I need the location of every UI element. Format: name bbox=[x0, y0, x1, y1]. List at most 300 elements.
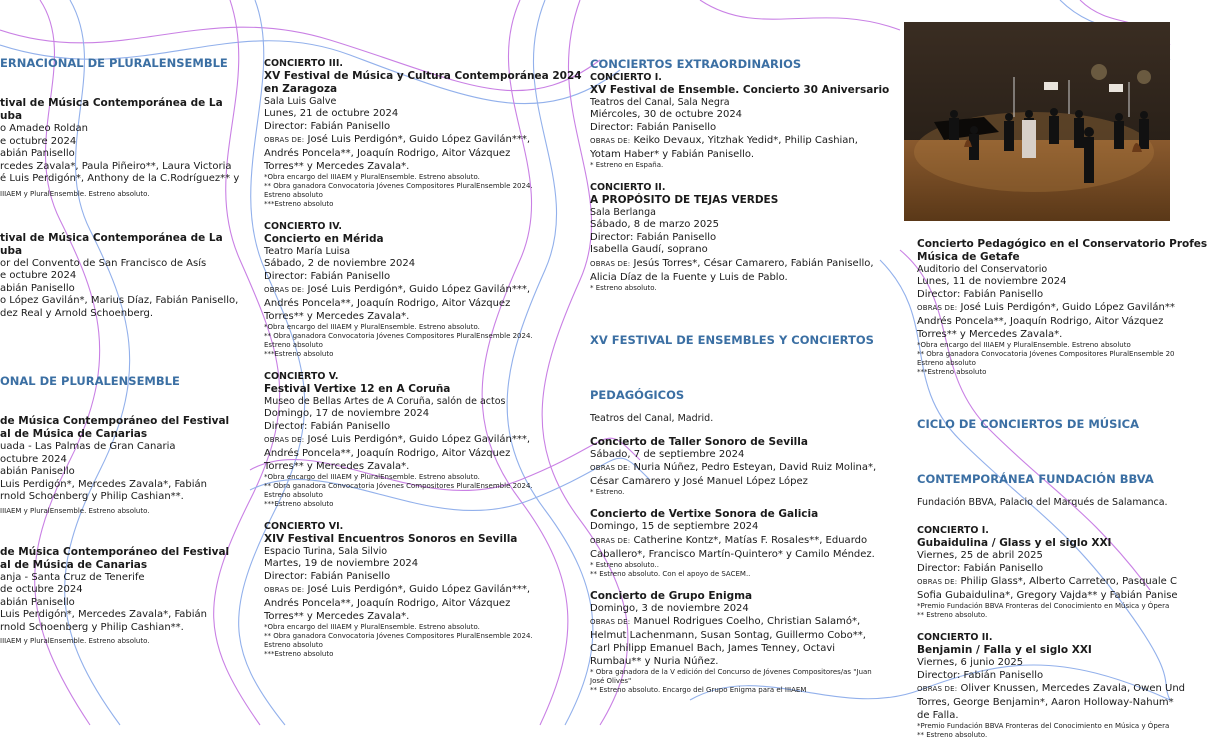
concert-detail-text: e octubre 2024 bbox=[0, 270, 77, 281]
footnote-text: ***Estreno absoluto bbox=[917, 368, 987, 376]
footnote bbox=[264, 200, 554, 209]
concert-detail-text: Domingo, 17 de noviembre 2024 bbox=[264, 408, 430, 419]
concert-venue bbox=[590, 413, 890, 425]
works-line bbox=[264, 597, 554, 610]
works-line bbox=[264, 610, 554, 623]
footnote bbox=[264, 350, 554, 359]
concert-title bbox=[590, 84, 890, 97]
concert-detail bbox=[0, 148, 250, 161]
concert-number-text: CONCIERTO IV. bbox=[264, 221, 343, 232]
works-line-text: Torres** y Mercedes Zavala*. bbox=[264, 161, 410, 172]
concert-title-text: XV Festival de Música y Cultura Contemporánea 2024 bbox=[264, 70, 582, 82]
works-line-text: Oliver Knussen, Mercedes Zavala, Owen Und bbox=[957, 683, 1186, 694]
works-line bbox=[590, 257, 890, 271]
concert-venue-text: Sala Berlanga bbox=[590, 207, 656, 218]
concert-detail-text: o Amadeo Roldan bbox=[0, 123, 89, 134]
section-title-text: XV FESTIVAL DE ENSEMBLES Y CONCIERTOS bbox=[590, 332, 874, 347]
footnote bbox=[590, 161, 890, 170]
concert-title bbox=[590, 590, 890, 603]
works-line-text: Torres, George Benjamin*, Aaron Holloway-Nahum* bbox=[917, 697, 1174, 708]
concert-detail-text: Luis Perdigón*, Mercedes Zavala*, Fabián bbox=[0, 478, 208, 490]
concert-detail bbox=[0, 466, 250, 479]
concert-title-text: de Música Contemporáneo del Festival bbox=[0, 415, 230, 427]
concert-venue-text: Auditorio del Conservatorio bbox=[917, 264, 1048, 275]
footnote bbox=[917, 731, 1170, 740]
section-title bbox=[590, 388, 890, 403]
works-label: OBRAS DE: bbox=[264, 286, 305, 294]
works-line bbox=[917, 328, 1170, 341]
concert-title-text: al de Música de Canarias bbox=[0, 428, 148, 440]
works-line-text: Torres** y Mercedes Zavala*. bbox=[917, 329, 1063, 340]
concert-title-text: XV Festival de Ensemble. Concierto 30 Aniversario bbox=[590, 84, 890, 96]
works-line bbox=[264, 310, 554, 323]
concert-ensemble-photo-icon bbox=[904, 22, 1170, 221]
works-label: OBRAS DE: bbox=[264, 136, 305, 144]
concert-detail bbox=[0, 161, 250, 174]
works-line bbox=[264, 283, 554, 297]
concert-detail-text: Director: Fabián Panisello bbox=[590, 231, 717, 243]
footnote-text: Estreno absoluto bbox=[264, 641, 323, 649]
footnote-text: ***Estreno absoluto bbox=[264, 500, 334, 508]
concert-title-text: Música de Getafe bbox=[917, 251, 1020, 263]
concert-detail bbox=[264, 121, 554, 134]
concert-title bbox=[0, 97, 250, 110]
concert-number-text: CONCIERTO II. bbox=[917, 632, 993, 643]
works-line bbox=[590, 642, 890, 655]
works-line-text: José Luis Perdigón*, Guido López Gavilán***, bbox=[304, 134, 531, 145]
works-label: OBRAS DE: bbox=[917, 685, 958, 693]
concert-detail-text: Luis Perdigón*, Mercedes Zavala*, Fabián bbox=[0, 609, 208, 620]
works-line-text: Jesús Torres*, César Camarero, Fabián Panisello, bbox=[630, 257, 874, 269]
concert-venue-text: Sala Luis Galve bbox=[264, 96, 337, 107]
footnote-text: ** Obra ganadora Convocatoria Jóvenes Compositores PluralEnsemble 2024. bbox=[264, 182, 533, 190]
works-line-text: de Falla. bbox=[917, 710, 959, 721]
footnote-text: * Obra ganadora de la V edición del Concurso de Jóvenes Compositores/as "Juan bbox=[590, 668, 872, 676]
concert-detail-text: dez Real y Arnold Schoenberg. bbox=[0, 307, 154, 319]
concert-detail-text: Director: Fabián Panisello bbox=[917, 288, 1044, 300]
concert-number-text: CONCIERTO V. bbox=[264, 371, 339, 382]
concert-detail-text: Director: Fabián Panisello bbox=[264, 120, 391, 132]
concert-detail bbox=[0, 283, 250, 296]
works-line-text: Catherine Kontz*, Matías F. Rosales**, Eduardo bbox=[630, 534, 868, 546]
footnote-text: ***Estreno absoluto bbox=[264, 200, 334, 208]
works-line bbox=[590, 134, 890, 148]
concert-venue-text: Teatros del Canal, Sala Negra bbox=[590, 97, 730, 108]
concert-detail bbox=[0, 295, 250, 308]
footnote bbox=[264, 623, 554, 632]
footnote bbox=[917, 611, 1170, 620]
footnote-text: IIIAEM y PluralEnsemble. Estreno absoluto. bbox=[0, 637, 150, 645]
footnote bbox=[264, 473, 554, 482]
concert-detail bbox=[0, 609, 250, 622]
works-line bbox=[264, 460, 554, 473]
concert-number bbox=[590, 72, 890, 84]
concert-title bbox=[917, 537, 1170, 550]
footnote-text: *Obra encargo del IIIAEM y PluralEnsemble. Estreno absoluto. bbox=[264, 173, 480, 181]
concert-detail-text: abián Panisello bbox=[0, 466, 75, 477]
works-line-text: Torres** y Mercedes Zavala*. bbox=[264, 311, 410, 322]
works-line bbox=[917, 709, 1170, 722]
works-line-text: José Luis Perdigón*, Guido López Gavilán** bbox=[957, 302, 1175, 313]
concert-title-text: XIV Festival Encuentros Sonoros en Sevilla bbox=[264, 533, 518, 545]
concert-number bbox=[917, 525, 1170, 537]
concert-number bbox=[917, 632, 1170, 644]
concert-detail-text: Viernes, 6 junio 2025 bbox=[917, 657, 1024, 668]
footnote-text: ** Estreno absoluto. bbox=[917, 611, 988, 619]
works-line bbox=[590, 615, 890, 629]
concert-venue-text: Teatro María Luisa bbox=[264, 246, 351, 257]
concert-detail bbox=[0, 491, 250, 504]
footnote bbox=[590, 561, 890, 570]
footnote bbox=[0, 507, 250, 516]
concert-title-text: tival de Música Contemporánea de La bbox=[0, 231, 223, 244]
concert-title bbox=[0, 546, 250, 559]
footnote bbox=[590, 488, 890, 497]
concert-detail bbox=[264, 408, 554, 421]
footnote-text: *Obra encargo del IIIAEM y PluralEnsemble. Estreno absoluto. bbox=[264, 473, 480, 481]
concert-detail bbox=[0, 270, 250, 283]
footnote bbox=[917, 359, 1170, 368]
section-title-text: CICLO DE CONCIERTOS DE MÚSICA bbox=[917, 417, 1140, 431]
concert-detail-text: abián Panisello bbox=[0, 282, 75, 294]
footnote bbox=[917, 368, 1170, 377]
concert-venue bbox=[264, 246, 554, 258]
section-title-text: ERNACIONAL DE PLURALENSEMBLE bbox=[0, 56, 228, 70]
concert-detail-text: Sábado, 8 de marzo 2025 bbox=[590, 219, 719, 230]
concert-detail-text: Sábado, 7 de septiembre 2024 bbox=[590, 448, 745, 460]
concert-title-text: A PROPÓSITO DE TEJAS VERDES bbox=[590, 194, 779, 206]
works-label: OBRAS DE: bbox=[590, 618, 631, 626]
works-label: OBRAS DE: bbox=[590, 137, 631, 145]
concert-detail bbox=[264, 108, 554, 121]
concert-detail bbox=[917, 563, 1170, 576]
concert-title bbox=[0, 232, 250, 245]
concert-title bbox=[264, 383, 554, 396]
concert-photo bbox=[904, 22, 1170, 221]
concert-venue-text: Espacio Turina, Sala Silvio bbox=[264, 546, 388, 557]
concert-title bbox=[0, 110, 250, 123]
works-line bbox=[590, 534, 890, 548]
footnote bbox=[917, 722, 1170, 731]
concert-title-text: tival de Música Contemporánea de La bbox=[0, 97, 223, 109]
works-line-text: José Luis Perdigón*, Guido López Gavilán***, bbox=[304, 584, 531, 595]
section-title-text: PEDAGÓGICOS bbox=[590, 387, 685, 402]
works-line-text: Andrés Poncela**, Joaquín Rodrigo, Aitor Vázquez bbox=[264, 598, 511, 609]
concert-detail-text: Sábado, 2 de noviembre 2024 bbox=[264, 258, 416, 269]
concert-venue bbox=[590, 97, 890, 109]
concert-detail-text: abián Panisello bbox=[0, 148, 75, 159]
concert-detail-text: Lunes, 11 de noviembre 2024 bbox=[917, 276, 1067, 287]
works-line-text: Alicia Díaz de la Fuente y Luis de Pablo. bbox=[590, 271, 788, 283]
footnote-text: * Estreno. bbox=[590, 488, 625, 496]
works-line bbox=[264, 133, 554, 147]
concert-venue bbox=[264, 546, 554, 558]
column-pluralensemble-international bbox=[0, 56, 250, 646]
concert-title-text: uba bbox=[0, 244, 23, 257]
concert-detail-text: o López Gavilán*, Marius Díaz, Fabián Panisello, bbox=[0, 295, 239, 306]
works-line bbox=[590, 475, 890, 488]
footnote bbox=[264, 191, 554, 200]
footnote-text: ** Estreno absoluto. bbox=[917, 731, 988, 739]
footnote-text: ** Obra ganadora Convocatoria Jóvenes Compositores PluralEnsemble 20 bbox=[917, 350, 1175, 358]
works-line bbox=[264, 297, 554, 310]
concert-detail-text: abián Panisello bbox=[0, 596, 75, 608]
concert-detail-text: octubre 2024 bbox=[0, 453, 67, 465]
footnote-text: IIIAEM y PluralEnsemble. Estreno absoluto. bbox=[0, 189, 150, 198]
concert-number bbox=[264, 58, 554, 70]
concert-detail-text: Director: Fabián Panisello bbox=[264, 420, 391, 432]
footnote-text: * Estreno absoluto.. bbox=[590, 560, 659, 569]
concert-title bbox=[590, 436, 890, 449]
works-line bbox=[590, 548, 890, 561]
works-line bbox=[917, 575, 1177, 589]
footnote-text: *Obra encargo del IIIAEM y PluralEnsemble. Estreno absoluto bbox=[917, 341, 1131, 349]
works-line bbox=[917, 301, 1175, 315]
works-line bbox=[264, 433, 554, 447]
concert-number-text: CONCIERTO II. bbox=[590, 182, 666, 193]
works-label: OBRAS DE: bbox=[264, 586, 305, 594]
concert-detail bbox=[0, 584, 250, 597]
concert-detail-text: or del Convento de San Francisco de Asís bbox=[0, 257, 207, 269]
works-line-text: Rumbau** y Nuria Núñez. bbox=[590, 656, 719, 667]
concert-detail bbox=[264, 421, 554, 434]
concert-title bbox=[264, 233, 554, 246]
concert-title-text: Concierto de Vertixe Sonora de Galicia bbox=[590, 508, 819, 520]
concert-title bbox=[264, 83, 554, 96]
concert-detail-text: uada - Las Palmas de Gran Canaria bbox=[0, 441, 176, 452]
concert-detail bbox=[0, 308, 250, 321]
concert-venue-text: Teatros del Canal, Madrid. bbox=[590, 412, 714, 424]
footnote bbox=[264, 632, 554, 641]
concert-venue bbox=[917, 264, 1170, 276]
concert-detail bbox=[917, 657, 1170, 670]
works-line-text: Manuel Rodrigues Coelho, Christian Salamó*, bbox=[630, 616, 861, 627]
works-line-text: Sofia Gubaidulina*, Gregory Vajda** y Fabián Panise bbox=[917, 590, 1178, 601]
works-label: OBRAS DE: bbox=[917, 304, 958, 312]
section-title bbox=[590, 333, 890, 348]
footnote-text: ** Obra ganadora Convocatoria Jóvenes Compositores PluralEnsemble 2024. bbox=[264, 632, 533, 640]
footnote bbox=[0, 637, 250, 646]
concert-detail-text: rnold Schoenberg y Philip Cashian**. bbox=[0, 621, 184, 633]
concert-detail-text: Domingo, 15 de septiembre 2024 bbox=[590, 521, 759, 532]
works-label: OBRAS DE: bbox=[264, 436, 305, 444]
works-label: OBRAS DE: bbox=[590, 464, 631, 472]
concert-detail bbox=[264, 258, 554, 271]
column-pedagogical-bbva bbox=[917, 238, 1207, 740]
concert-title bbox=[0, 415, 250, 428]
concert-number bbox=[264, 371, 554, 383]
concert-title-text: Concierto de Grupo Enigma bbox=[590, 589, 753, 602]
works-line-text: Torres** y Mercedes Zavala*. bbox=[264, 461, 410, 472]
footnote-text: *Premio Fundación BBVA Fronteras del Conocimiento en Música y Ópera bbox=[917, 722, 1170, 730]
works-line-text: José Luis Perdigón*, Guido López Gavilán***, bbox=[304, 434, 531, 445]
works-line bbox=[590, 148, 890, 161]
concert-number bbox=[264, 521, 554, 533]
concert-title bbox=[0, 245, 250, 258]
works-line-text: Andrés Poncela**, Joaquín Rodrigo, Aitor Vázquez bbox=[264, 148, 511, 159]
column-extraordinary-concerts bbox=[590, 57, 890, 695]
works-line-text: Andrés Poncela**, Joaquín Rodrigo, Aitor Vázquez bbox=[264, 448, 511, 459]
concert-detail bbox=[0, 136, 250, 149]
concert-title-text: de Música Contemporáneo del Festival bbox=[0, 545, 230, 558]
concert-title-text: Gubaidulina / Glass y el siglo XXI bbox=[917, 537, 1112, 549]
footnote bbox=[264, 341, 554, 350]
concert-number-text: CONCIERTO VI. bbox=[264, 521, 344, 532]
concert-venue bbox=[264, 96, 554, 108]
concert-title bbox=[264, 70, 582, 83]
works-line bbox=[590, 271, 890, 284]
works-line-text: Helmut Lachenmann, Susan Sontag, Guillermo Cobo**, bbox=[590, 630, 866, 641]
concert-detail bbox=[0, 441, 250, 454]
footnote-text: IIIAEM y PluralEnsemble. Estreno absoluto. bbox=[0, 506, 150, 515]
footnote bbox=[0, 190, 250, 199]
concert-detail-text: rnold Schoenberg y Philip Cashian**. bbox=[0, 491, 184, 502]
footnote-text: ** Estreno absoluto. Con el apoyo de SACEM.. bbox=[590, 569, 751, 578]
concert-detail-text: rcedes Zavala*, Paula Piñeiro**, Laura Victoria bbox=[0, 160, 232, 172]
concert-detail bbox=[917, 670, 1170, 683]
footnote-text: * Estreno en España. bbox=[590, 161, 664, 169]
concert-detail bbox=[590, 521, 890, 534]
footnote-text: * Estreno absoluto. bbox=[590, 283, 657, 292]
works-line bbox=[264, 147, 554, 160]
concert-detail bbox=[264, 571, 554, 584]
works-line-text: Andrés Poncela**, Joaquín Rodrigo, Aitor Vázquez bbox=[264, 298, 511, 309]
concert-venue bbox=[264, 396, 554, 408]
concert-detail-text: e octubre 2024 bbox=[0, 135, 77, 147]
concert-title-text: Festival Vertixe 12 en A Coruña bbox=[264, 383, 451, 395]
concert-detail-text: Director: Fabián Panisello bbox=[917, 669, 1044, 681]
footnote bbox=[264, 182, 554, 191]
works-line bbox=[917, 589, 1178, 602]
concert-number-text: CONCIERTO I. bbox=[590, 72, 662, 83]
concert-title bbox=[917, 251, 1170, 264]
concert-venue-text: Fundación BBVA, Palacio del Marqués de Salamanca. bbox=[917, 497, 1168, 508]
footnote bbox=[264, 491, 554, 500]
footnote-text: ** Obra ganadora Convocatoria Jóvenes Compositores PluralEnsemble 2024. bbox=[264, 332, 533, 340]
section-title bbox=[590, 57, 890, 72]
concert-title bbox=[917, 238, 1207, 251]
footnote-text: *Premio Fundación BBVA Fronteras del Conocimiento en Música y Ópera bbox=[917, 602, 1170, 610]
concert-detail bbox=[590, 244, 890, 257]
concert-number-text: CONCIERTO I. bbox=[917, 525, 989, 536]
concert-detail bbox=[917, 550, 1170, 563]
concert-title bbox=[590, 194, 890, 207]
works-line bbox=[590, 461, 890, 475]
concert-title-text: en Zaragoza bbox=[264, 83, 338, 95]
concert-detail bbox=[590, 109, 890, 122]
footnote bbox=[264, 173, 554, 182]
footnote bbox=[264, 500, 554, 509]
works-line bbox=[264, 583, 554, 597]
concert-detail bbox=[590, 603, 890, 616]
concert-title bbox=[264, 533, 554, 546]
works-line bbox=[590, 655, 890, 668]
concert-number bbox=[264, 221, 554, 233]
works-line bbox=[917, 315, 1170, 328]
concert-detail bbox=[0, 123, 250, 136]
footnote-text: ** Obra ganadora Convocatoria Jóvenes Compositores PluralEnsemble 2024. bbox=[264, 482, 533, 490]
works-line bbox=[917, 696, 1174, 709]
concert-detail-text: Martes, 19 de noviembre 2024 bbox=[264, 558, 419, 569]
concert-venue bbox=[590, 207, 890, 219]
concert-detail-text: Director: Fabián Panisello bbox=[264, 570, 391, 582]
concert-detail-text: Director: Fabián Panisello bbox=[590, 121, 717, 133]
concert-detail bbox=[590, 449, 890, 462]
concert-detail bbox=[590, 219, 890, 232]
works-label: OBRAS DE: bbox=[590, 536, 631, 545]
concert-detail bbox=[0, 597, 250, 610]
concert-detail-text: Director: Fabián Panisello bbox=[917, 562, 1044, 574]
footnote-text: Estreno absoluto bbox=[264, 191, 323, 199]
concert-detail bbox=[0, 572, 250, 585]
works-line-text: Carl Philipp Emanuel Bach, James Tenney, Octavi bbox=[590, 643, 836, 654]
works-line-text: Nuria Núñez, Pedro Esteyan, David Ruiz Molina*, bbox=[630, 462, 877, 473]
concert-detail bbox=[917, 276, 1170, 289]
concert-detail-text: Lunes, 21 de octubre 2024 bbox=[264, 108, 399, 119]
footnote-text: ** Estreno absoluto. Encargo del Grupo Enigma para el IIIAEM bbox=[590, 686, 807, 694]
section-title-text: CONCIERTOS EXTRAORDINARIOS bbox=[590, 57, 802, 71]
column-concerts-iii-vi bbox=[264, 58, 582, 659]
works-line-text: José Luis Perdigón*, Guido López Gavilán***, bbox=[304, 284, 531, 295]
footnote-text: ***Estreno absoluto bbox=[264, 650, 334, 658]
footnote bbox=[264, 323, 554, 332]
concert-detail-text: Viernes, 25 de abril 2025 bbox=[917, 550, 1043, 561]
works-line-text: César Camarero y José Manuel López López bbox=[590, 476, 808, 487]
concert-title bbox=[0, 428, 250, 441]
works-line bbox=[917, 682, 1186, 696]
works-line-text: Torres** y Mercedes Zavala*. bbox=[264, 611, 410, 622]
footnote bbox=[264, 482, 554, 491]
footnote-text: *Obra encargo del IIIAEM y PluralEnsemble. Estreno absoluto. bbox=[264, 623, 480, 631]
works-line-text: Caballero*, Francisco Martín-Quintero* y Camilo Méndez. bbox=[590, 548, 875, 560]
concert-title-text: uba bbox=[0, 110, 23, 122]
concert-detail-text: Isabella Gaudí, soprano bbox=[590, 244, 708, 255]
concert-detail-text: é Luis Perdigón*, Anthony de la C.Rodríguez** y bbox=[0, 173, 240, 184]
concert-venue bbox=[917, 497, 1170, 509]
concert-title-text: Concierto Pedagógico en el Conservatorio Profes bbox=[917, 238, 1207, 250]
concert-detail bbox=[917, 289, 1170, 302]
footnote bbox=[264, 332, 554, 341]
footnote-text: ***Estreno absoluto bbox=[264, 350, 334, 358]
concert-title-text: al de Música de Canarias bbox=[0, 558, 148, 571]
works-line-text: Yotam Haber* y Fabián Panisello. bbox=[590, 149, 754, 160]
concert-venue-text: Museo de Bellas Artes de A Coruña, salón de actos bbox=[264, 396, 506, 407]
section-title bbox=[0, 374, 250, 389]
footnote-text: Estreno absoluto bbox=[917, 359, 976, 367]
concert-title-text: Concierto de Taller Sonoro de Sevilla bbox=[590, 435, 808, 448]
footnote bbox=[590, 686, 890, 695]
footnote bbox=[917, 341, 1170, 350]
section-title bbox=[917, 417, 1170, 432]
footnote-text: *Obra encargo del IIIAEM y PluralEnsemble. Estreno absoluto. bbox=[264, 323, 480, 331]
section-title-text: CONTEMPORÁNEA FUNDACIÓN BBVA bbox=[917, 472, 1154, 486]
footnote bbox=[590, 677, 890, 686]
concert-title bbox=[590, 508, 890, 521]
concert-title bbox=[0, 559, 250, 572]
section-title bbox=[0, 56, 250, 71]
works-line-text: Andrés Poncela**, Joaquín Rodrigo, Aitor Vázquez bbox=[917, 316, 1164, 327]
footnote bbox=[590, 668, 890, 677]
concert-detail bbox=[0, 173, 250, 186]
works-line bbox=[264, 160, 554, 173]
concert-title-text: Benjamin / Falla y el siglo XXI bbox=[917, 644, 1092, 656]
footnote bbox=[264, 650, 554, 659]
concert-detail-text: Director: Fabián Panisello bbox=[264, 270, 391, 282]
footnote-text: Estreno absoluto bbox=[264, 341, 323, 349]
works-line bbox=[264, 447, 554, 460]
section-title-text: ONAL DE PLURALENSEMBLE bbox=[0, 374, 180, 388]
concert-number bbox=[590, 182, 890, 194]
